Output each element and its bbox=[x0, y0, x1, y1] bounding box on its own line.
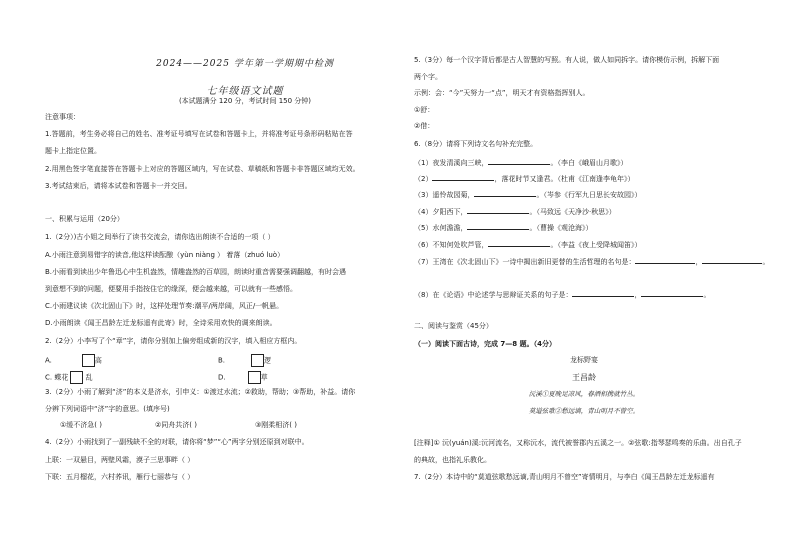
blank[interactable] bbox=[474, 189, 536, 197]
blank[interactable] bbox=[467, 206, 529, 214]
section-heading: 二、阅读与鉴赏（45分） bbox=[414, 322, 493, 330]
exam-subtitle: (本试题满分 120 分，考试时间 150 分钟) bbox=[178, 97, 312, 105]
q5-example: 示例：会：“今”天努力一“点”，明天才有资格指挥别人。 bbox=[414, 89, 590, 97]
q6-item: （2） ，落花时节又逢君。（杜甫《江南逢李龟年》） bbox=[414, 175, 635, 183]
q6-item: （4）夕阳西下， 。（马致远《天净沙·秋思》） bbox=[414, 208, 616, 216]
blank[interactable] bbox=[572, 289, 634, 297]
q3-option: ②同舟共济( ) bbox=[155, 421, 197, 429]
poem-title: 龙标野宴 bbox=[570, 356, 598, 364]
q3-option: ①缓不济急( ) bbox=[60, 421, 102, 429]
q2-option-c: C. 蝶花 乱 bbox=[45, 371, 93, 384]
notice-line: 3.考试结束后，请将本试卷和答题卡一并交回。 bbox=[45, 182, 192, 190]
exam-subject-title: 七年级语文试题 bbox=[206, 86, 284, 97]
poem-line: 沅溪①夏晚足凉风，春酒相携就竹丛。 bbox=[528, 390, 640, 398]
notice-heading: 注意事项： bbox=[45, 113, 80, 121]
option-b-cont: 到意想不到的问题，便要用手指按住它的缘深，便会越来越，可以就有一些感悟。 bbox=[45, 285, 297, 293]
option-a: A.小雨注意到易错字的读音,他这样读酝酿（yùn niàng ） 着落（zhuó luò） bbox=[45, 251, 285, 259]
question-1: 1.（2分）)古小姐之间举行了读书交流会，请你选出朗读不合适的一项（ ） bbox=[45, 233, 275, 241]
poem-note-cont: 的典故，也指礼乐教化。 bbox=[414, 456, 491, 464]
notice-line: 1.答题前，考生务必将自己的姓名、准考证号填写在试卷和答题卡上，并将准考证号条形码粘贴在答 bbox=[45, 130, 353, 138]
poem-author: 王昌龄 bbox=[572, 373, 596, 382]
option-c: C.小雨建议读《次北固山下》时，这样处理节奏:潮平/两岸阔，风正/一帆悬。 bbox=[45, 302, 284, 310]
blank[interactable] bbox=[488, 239, 550, 247]
blank[interactable] bbox=[432, 173, 494, 181]
q3-option: ③刚柔相济( ) bbox=[255, 421, 297, 429]
exam-title: 2024——2025 学年第一学期期中检测 bbox=[156, 59, 334, 69]
option-b: B.小雨看到读出少年鲁迅心中生机盎然，情趣盎然的百草园，朗读时重音需要强调翻越，有时会遇 bbox=[45, 268, 347, 276]
notice-line: 2.用黑色签字笔直接答在答题卡上对应的答题区域内，写在试卷、草稿纸和答题卡非答题区域均无效。 bbox=[45, 165, 360, 173]
question-2: 2.（2分）小李写了个“章”字，请你分别加上偏旁组成新的汉字，填入相应方框内。 bbox=[45, 337, 302, 345]
answer-box[interactable] bbox=[70, 371, 83, 384]
question-3: 3.（2分）小雨了解到“济”的本义是济水，引申义：①渡过水流；②救助，帮助；③帮助，补益。请你 bbox=[45, 388, 356, 396]
q6-item: （6）不知何处吹芦管， 。（李益《夜上受降城闻笛》） bbox=[414, 241, 642, 249]
poem-note: [注释]① 沅(yuán)溪:沅河流名，又称沅水，流代被誉郡内五溪之一。②弦歌:指琴瑟鸣奏的乐曲。出自孔子 bbox=[414, 439, 742, 447]
section-heading: 一、积累与运用（20分） bbox=[45, 215, 124, 223]
poem-line: 莫道弦歌②愁远谪，青山明月不曾空。 bbox=[528, 407, 640, 415]
question-5: 5.（3分）每一个汉字背后都是古人智慧的写照。有人说，做人如同拆字。请你模仿示例，拆解下面 bbox=[414, 56, 720, 64]
couplet-lower: 下联：五月榴花，六村荞讯，雁行七丽恭与（ ） bbox=[45, 473, 195, 481]
question-4: 4.（2分）小雨找到了一副残缺不全的对联，请你将“梦”“心”两字分别还原到对联中。 bbox=[45, 438, 309, 446]
q2-option-a: A. 高 bbox=[45, 354, 102, 367]
question-6: 6.（8分）请将下列诗文名句补充完整。 bbox=[414, 140, 538, 148]
answer-box[interactable] bbox=[251, 354, 264, 367]
blank[interactable] bbox=[467, 222, 529, 230]
blank[interactable] bbox=[641, 289, 703, 297]
couplet-upper: 上联：一双悬目，两壁风霜，漠子三思事畔（ ） bbox=[45, 456, 195, 464]
question-3-cont: 分辨下列词语中“济”字的意思。(填序号) bbox=[45, 405, 170, 413]
answer-box[interactable] bbox=[248, 371, 261, 384]
q6-item: （3）遥怜故园菊， 。（岑参《行军九日思长安故园》） bbox=[414, 191, 642, 199]
q2-option-d: D. 草 bbox=[218, 371, 268, 384]
q6-item: （1）夜发清溪向三峡， 。（李白《峨眉山月歌》） bbox=[414, 159, 628, 167]
blank[interactable] bbox=[635, 256, 695, 264]
q6-item: （8）在《论语》中论述学与思辩证关系的句子是： ， 。 bbox=[414, 291, 711, 299]
option-d: D.小雨朗读《闻王昌龄左迁龙标遥有此寄》时，全诗采用欢快的调来朗读。 bbox=[45, 319, 277, 327]
blank[interactable] bbox=[702, 256, 762, 264]
q5-item: ①舒： bbox=[414, 106, 435, 114]
notice-line: 题卡上指定位置。 bbox=[45, 147, 101, 155]
question-7: 7.（2分）本诗中的“莫道弦歌愁远谪,青山明月不曾空”寄情明月，与李白《闻王昌龄左迁龙标遥有 bbox=[414, 473, 715, 481]
question-5-cont: 两个字。 bbox=[414, 73, 442, 81]
q6-item: （7）王湾在《次北固山下》一诗中揭出新旧更替的生活哲理的名句是： ， 。 bbox=[414, 258, 770, 266]
q5-item: ②借： bbox=[414, 122, 435, 130]
blank[interactable] bbox=[488, 157, 550, 165]
q2-option-b: B. 逻 bbox=[218, 354, 271, 367]
q6-item: （5）水何澹澹， 。（曹操《观沧海》） bbox=[414, 224, 593, 232]
answer-box[interactable] bbox=[82, 354, 95, 367]
subsection-heading: （一）阅读下面古诗，完成 7—8 题。（4分） bbox=[414, 340, 556, 348]
